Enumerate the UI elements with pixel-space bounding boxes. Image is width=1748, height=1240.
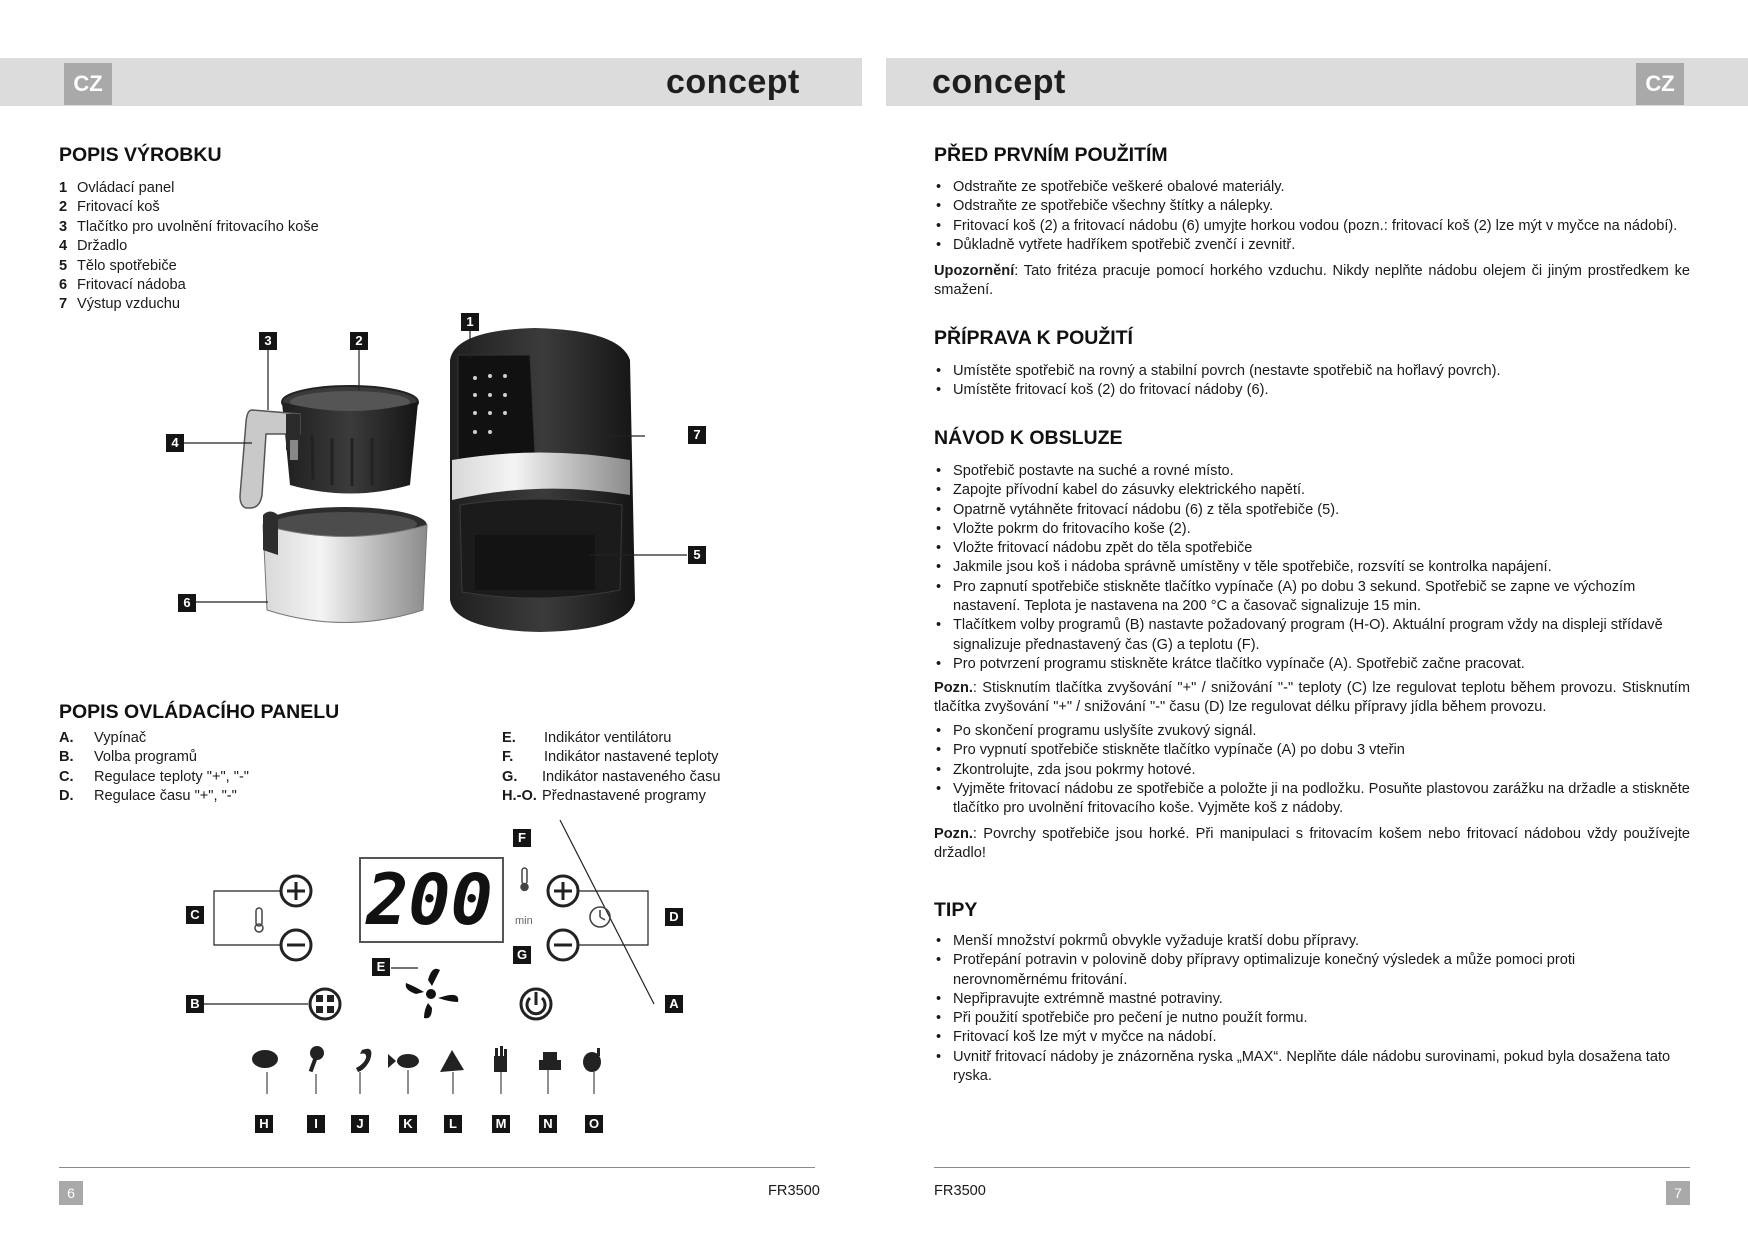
- list-item: F. Indikátor nastavené teploty: [502, 749, 719, 766]
- min-label: min: [515, 915, 533, 927]
- list-item: • Umístěte fritovací koš (2) do fritovací nádoby (6).: [934, 381, 1690, 400]
- power-button-icon: [521, 989, 551, 1019]
- thermometer-icon: [255, 908, 263, 932]
- temp-minus-icon: [281, 930, 311, 960]
- lang-badge-left: CZ: [64, 63, 112, 105]
- callout-B: B: [186, 995, 204, 1013]
- list-item: C. Regulace teploty "+", "-": [59, 768, 249, 785]
- chicken-icon: [583, 1048, 601, 1072]
- program-label-H: H: [255, 1115, 273, 1133]
- brand-logo-left: concept: [666, 63, 800, 101]
- warning-note: Upozornění: Tato fritéza pracuje pomocí horkého vzduchu. Nikdy neplňte nádobu olejem či jiným prostředkem ke smažení.: [934, 263, 1690, 299]
- list-item: • Fritovací koš (2) a fritovací nádobu (6) umyjte horkou vodou (pozn.: fritovací koš (2) lze mýt v myčce na nádobí).: [934, 217, 1690, 236]
- list-item: D. Regulace času "+", "-": [59, 788, 237, 805]
- list-item: • Fritovací koš lze mýt v myčce na nádobí.: [934, 1028, 1690, 1047]
- list-item: H.-O. Přednastavené programy: [502, 788, 706, 805]
- operation-note-1: Pozn.: Stisknutím tlačítka zvyšování "+" / snižování "-" teploty (C) lze regulovat teplotu během provozu. Stisknutím tlačítka zvyšování "+" / snižování "-" času (D) lze regulovat délku přípravy jídla během provozu.: [934, 680, 1690, 716]
- fan-icon: [406, 969, 459, 1019]
- fish-icon: [388, 1054, 419, 1068]
- list-item: • Důkladně vytřete hadříkem spotřebič zvenčí i zevnitř.: [934, 236, 1690, 255]
- list-item: • Zapojte přívodní kabel do zásuvky elektrického napětí.: [934, 481, 1690, 500]
- list-item: • Umístěte spotřebič na rovný a stabilní povrch (nestavte spotřebič na hořlavý povrch).: [934, 362, 1690, 381]
- program-label-J: J: [351, 1115, 369, 1133]
- program-icons: [252, 1046, 601, 1072]
- time-plus-icon: [548, 876, 578, 906]
- program-label-I: I: [307, 1115, 325, 1133]
- list-item: • Nepřipravujte extrémně mastné potraviny.: [934, 990, 1690, 1009]
- list-item: • Pro potvrzení programu stiskněte krátce tlačítko vypínače (A). Spotřebič začne pracovat.: [934, 655, 1690, 674]
- callout-G: G: [513, 946, 531, 964]
- tips-title: TIPY: [934, 899, 978, 921]
- page-number-left: 6: [59, 1181, 83, 1205]
- product-title: POPIS VÝROBKU: [59, 144, 222, 166]
- lang-badge-right: CZ: [1636, 63, 1684, 105]
- callout-E: E: [372, 958, 390, 976]
- list-item: G. Indikátor nastaveného času: [502, 768, 721, 785]
- display-value: 200: [366, 859, 493, 941]
- list-item: • Zkontrolujte, zda jsou pokrmy hotové.: [934, 761, 1690, 780]
- list-item: • Opatrně vytáhněte fritovací nádobu (6) z těla spotřebiče (5).: [934, 501, 1690, 520]
- cake-icon: [539, 1052, 561, 1070]
- model-left: FR3500: [768, 1183, 820, 1199]
- brand-logo-right: concept: [932, 63, 1066, 101]
- callout-6: 6: [178, 594, 196, 612]
- callout-C: C: [186, 906, 204, 924]
- callout-5: 5: [688, 546, 706, 564]
- callout-7: 7: [688, 426, 706, 444]
- operation-note-2: Pozn.: Povrchy spotřebiče jsou horké. Při manipulaci s fritovacím košem nebo fritovací nádobou vždy používejte držadlo!: [934, 826, 1690, 862]
- list-item: • Pro vypnutí spotřebiče stiskněte tlačítko vypínače (A) po dobu 3 vteřin: [934, 741, 1690, 760]
- list-item: E. Indikátor ventilátoru: [502, 730, 672, 746]
- pizza-icon: [440, 1050, 464, 1072]
- list-item: 1 Ovládací panel: [59, 180, 175, 196]
- callout-leaders-product: [0, 310, 720, 640]
- list-item: • Tlačítkem volby programů (B) nastavte požadovaný program (H-O). Aktuální program vždy na displeji střídavě signalizuje přednastavený čas (G) a teplotu (F).: [934, 616, 1690, 655]
- callout-1: 1: [461, 313, 479, 331]
- fries-icon: [494, 1046, 507, 1072]
- page-number-right: 7: [1666, 1181, 1690, 1205]
- list-item: 7 Výstup vzduchu: [59, 296, 181, 313]
- panel-list-right: [502, 729, 721, 807]
- shrimp-icon: [356, 1049, 371, 1072]
- list-item: 3 Tlačítko pro uvolnění fritovacího koše: [59, 218, 319, 235]
- time-minus-icon: [548, 930, 578, 960]
- list-item: • Pro zapnutí spotřebiče stiskněte tlačítko vypínače (A) po dobu 3 sekund. Spotřebič se zapne ve výchozím nastavení. Teplota je nastavena na 200 °C a časovač signalizuje 15 min.: [934, 578, 1690, 617]
- list-item: • Menší množství pokrmů obvykle vyžaduje kratší dobu přípravy.: [934, 932, 1690, 951]
- preparation-title: PŘÍPRAVA K POUŽITÍ: [934, 327, 1133, 349]
- list-item: 5 Tělo spotřebiče: [59, 257, 177, 274]
- panel-list-left: [59, 729, 249, 807]
- thermometer-f-icon: [521, 868, 528, 891]
- clock-icon: [590, 907, 610, 927]
- model-right: FR3500: [934, 1183, 986, 1199]
- program-button-icon: [310, 989, 340, 1019]
- drumstick-icon: [309, 1046, 324, 1072]
- list-item: • Vyjměte fritovací nádobu ze spotřebiče a položte ji na podložku. Posuňte plastovou zarážku na držadle a stiskněte tlačítko pro uvolnění fritovacího koše. Vyjměte koš z nádoby.: [934, 780, 1690, 819]
- list-item: • Vložte pokrm do fritovacího koše (2).: [934, 520, 1690, 539]
- program-label-N: N: [539, 1115, 557, 1133]
- callout-2: 2: [350, 332, 368, 350]
- list-item: A. Vypínač: [59, 730, 147, 746]
- list-item: 6 Fritovací nádoba: [59, 276, 186, 293]
- panel-title: POPIS OVLÁDACÍHO PANELU: [59, 701, 340, 723]
- list-item: 2 Fritovací koš: [59, 199, 160, 216]
- tips-list: [934, 932, 1690, 1086]
- operation-list-2: [934, 722, 1690, 818]
- list-item: • Při použití spotřebiče pro pečení je nutno použít formu.: [934, 1009, 1690, 1028]
- callout-A: A: [665, 995, 683, 1013]
- preparation-list: [934, 362, 1690, 401]
- operation-list: [934, 462, 1690, 674]
- footer-rule-right: [934, 1167, 1690, 1168]
- callout-D: D: [665, 908, 683, 926]
- temp-plus-icon: [281, 876, 311, 906]
- list-item: • Odstraňte ze spotřebiče veškeré obalové materiály.: [934, 178, 1690, 197]
- list-item: • Spotřebič postavte na suché a rovné místo.: [934, 462, 1690, 481]
- footer-rule-left: [59, 1167, 815, 1168]
- list-item: 4 Držadlo: [59, 238, 128, 255]
- program-label-K: K: [399, 1115, 417, 1133]
- list-item: • Po skončení programu uslyšíte zvukový signál.: [934, 722, 1690, 741]
- program-label-L: L: [444, 1115, 462, 1133]
- callout-F: F: [513, 829, 531, 847]
- before-use-list: [934, 178, 1690, 255]
- steak-icon: [252, 1050, 278, 1068]
- product-parts-list: [59, 179, 319, 315]
- list-item: • Vložte fritovací nádobu zpět do těla spotřebiče: [934, 539, 1690, 558]
- program-label-O: O: [585, 1115, 603, 1133]
- list-item: • Protřepání potravin v polovině doby přípravy optimalizuje konečný výsledek a může pomoci proti nerovnoměrnému fritování.: [934, 951, 1690, 990]
- list-item: • Odstraňte ze spotřebiče všechny štítky a nálepky.: [934, 197, 1690, 216]
- operation-title: NÁVOD K OBSLUZE: [934, 427, 1123, 449]
- list-item: B. Volba programů: [59, 749, 198, 766]
- before-use-title: PŘED PRVNÍM POUŽITÍM: [934, 144, 1168, 166]
- program-label-M: M: [492, 1115, 510, 1133]
- list-item: • Jakmile jsou koš i nádoba správně umístěny v těle spotřebiče, rozsvítí se kontrolka napájení.: [934, 558, 1690, 577]
- callout-3: 3: [259, 332, 277, 350]
- list-item: • Uvnitř fritovací nádoby je znázorněna ryska „MAX“. Neplňte dále nádobu surovinami, pokud byla dosažena tato ryska.: [934, 1048, 1690, 1087]
- callout-4: 4: [166, 434, 184, 452]
